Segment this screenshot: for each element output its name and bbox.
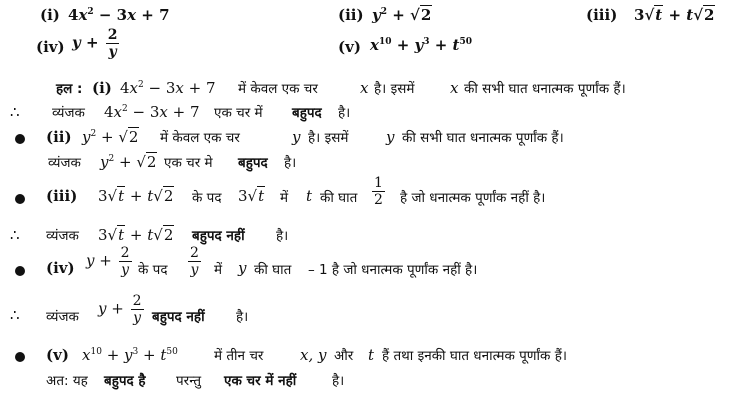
conclusion-iii-bold: बहुपद नहीं (192, 228, 245, 244)
solution-iii-label: (iii) (46, 187, 78, 205)
conclusion-ii-expr: $y^2 + √2$ (100, 153, 157, 171)
vyanjak-label: व्यंजक (46, 228, 79, 244)
conclusion-iv-bold: बहुपद नहीं (152, 309, 205, 325)
conclusion-iv-expr: y + $\frac{2}{y}$ (98, 293, 142, 326)
solution-iv-term: $\frac{2}{y}$ (190, 245, 199, 278)
final-bold-1: बहुपद है (104, 373, 146, 389)
conclusion-i-bold: बहुपद (292, 105, 322, 121)
solution-v-vars: x, y (300, 346, 327, 364)
therefore-symbol: ∴ (10, 306, 20, 324)
conclusion-ii-end: है। (284, 155, 297, 171)
solution-i-label: (i) (92, 79, 112, 97)
solution-ii-text-3: की सभी घात धनात्मक पूर्णांक हैं। (402, 130, 564, 146)
item-label-i: (i) (40, 6, 60, 24)
bullet-icon (15, 266, 25, 276)
expr-iv: y + $\frac{2}{y}$ (72, 27, 118, 60)
solution-iv-text-3: की घात (254, 262, 292, 278)
solution-ii-var-y-2: y (386, 128, 395, 146)
solution-iv-text-1: के पद (138, 262, 168, 278)
final-text-1: अत: यह (46, 373, 88, 389)
vyanjak-label: व्यंजक (46, 309, 79, 325)
solution-v-expr: $x^{10} + y^3 + t^{50}$ (82, 346, 178, 364)
vyanjak-label: व्यंजक (48, 155, 81, 171)
vyanjak-label: व्यंजक (52, 105, 85, 121)
conclusion-i-expr: $4x^2 - 3x + 7$ (104, 103, 200, 121)
solution-ii-expr: $y^2 + √2$ (82, 128, 139, 146)
solution-v-var-t: t (368, 346, 375, 364)
item-label-iv: (iv) (36, 38, 65, 56)
solution-iii-expr: 3√t + t√2 (98, 187, 174, 205)
conclusion-i-end: है। (338, 105, 351, 121)
solution-iii-text-3: की घात (320, 190, 358, 206)
solution-iv-label: (iv) (46, 259, 75, 277)
bullet-icon (15, 352, 25, 362)
conclusion-iii-end: है। (276, 228, 289, 244)
solution-iii-term: 3√t (238, 187, 265, 205)
item-label-iii: (iii) (586, 6, 618, 24)
conclusion-iii-expr: 3√t + t√2 (98, 226, 174, 244)
expr-ii: $y^2 + √2$ (372, 6, 432, 24)
therefore-symbol: ∴ (10, 103, 20, 121)
expr-v: $x^{10} + y^3 + t^{50}$ (370, 36, 472, 54)
expr-i: $4x^2 - 3x + 7$ (68, 6, 170, 24)
solution-v-text-1: में तीन चर (214, 348, 264, 364)
solution-iii-text-1: के पद (192, 190, 222, 206)
solution-i-text-3: की सभी घात धनात्मक पूर्णांक हैं। (464, 81, 626, 97)
item-label-v: (v) (338, 38, 361, 56)
expr-iii: 3√t + t√2 (634, 6, 715, 24)
conclusion-ii-text: एक चर मे (164, 155, 213, 171)
final-end: है। (332, 373, 345, 389)
solution-iii-fraction: $\frac{1}{2}$ (374, 175, 383, 208)
solution-iii-var-t: t (306, 187, 313, 205)
item-label-ii: (ii) (338, 6, 364, 24)
solution-ii-label: (ii) (46, 128, 72, 146)
solution-iv-expr: y + $\frac{2}{y}$ (86, 245, 130, 278)
conclusion-ii-bold: बहुपद (238, 155, 268, 171)
solution-iv-text-4: – 1 है जो धनात्मक पूर्णांक नहीं है। (308, 262, 478, 278)
bullet-icon (15, 194, 25, 204)
solution-iii-text-4: है जो धनात्मक पूर्णांक नहीं है। (400, 190, 546, 206)
solution-i-var-x: x (360, 79, 369, 97)
solution-v-label: (v) (46, 346, 69, 364)
solution-i-text-1: में केवल एक चर (238, 81, 318, 97)
conclusion-iv-end: है। (236, 309, 249, 325)
solution-i-text-2: है। इसमें (374, 81, 415, 97)
solution-iv-var-y: y (238, 259, 247, 277)
solution-ii-var-y: y (292, 128, 301, 146)
solution-iv-text-2: में (214, 262, 223, 278)
solution-i-expr: $4x^2 - 3x + 7$ (120, 79, 216, 97)
solution-iii-text-2: में (280, 190, 289, 206)
therefore-symbol: ∴ (10, 226, 20, 244)
final-text-2: परन्तु (176, 373, 202, 389)
solution-ii-text-1: में केवल एक चर (160, 130, 240, 146)
solution-i-var-x-2: x (450, 79, 459, 97)
conclusion-i-text: एक चर में (214, 105, 263, 121)
bullet-icon (15, 134, 25, 144)
final-bold-2: एक चर में नहीं (224, 373, 297, 389)
hal-label: हल : (56, 81, 83, 97)
solution-v-text-2: और (334, 348, 354, 364)
solution-ii-text-2: है। इसमें (308, 130, 349, 146)
solution-v-text-3: हैं तथा इनकी घात धनात्मक पूर्णांक हैं। (382, 348, 567, 364)
